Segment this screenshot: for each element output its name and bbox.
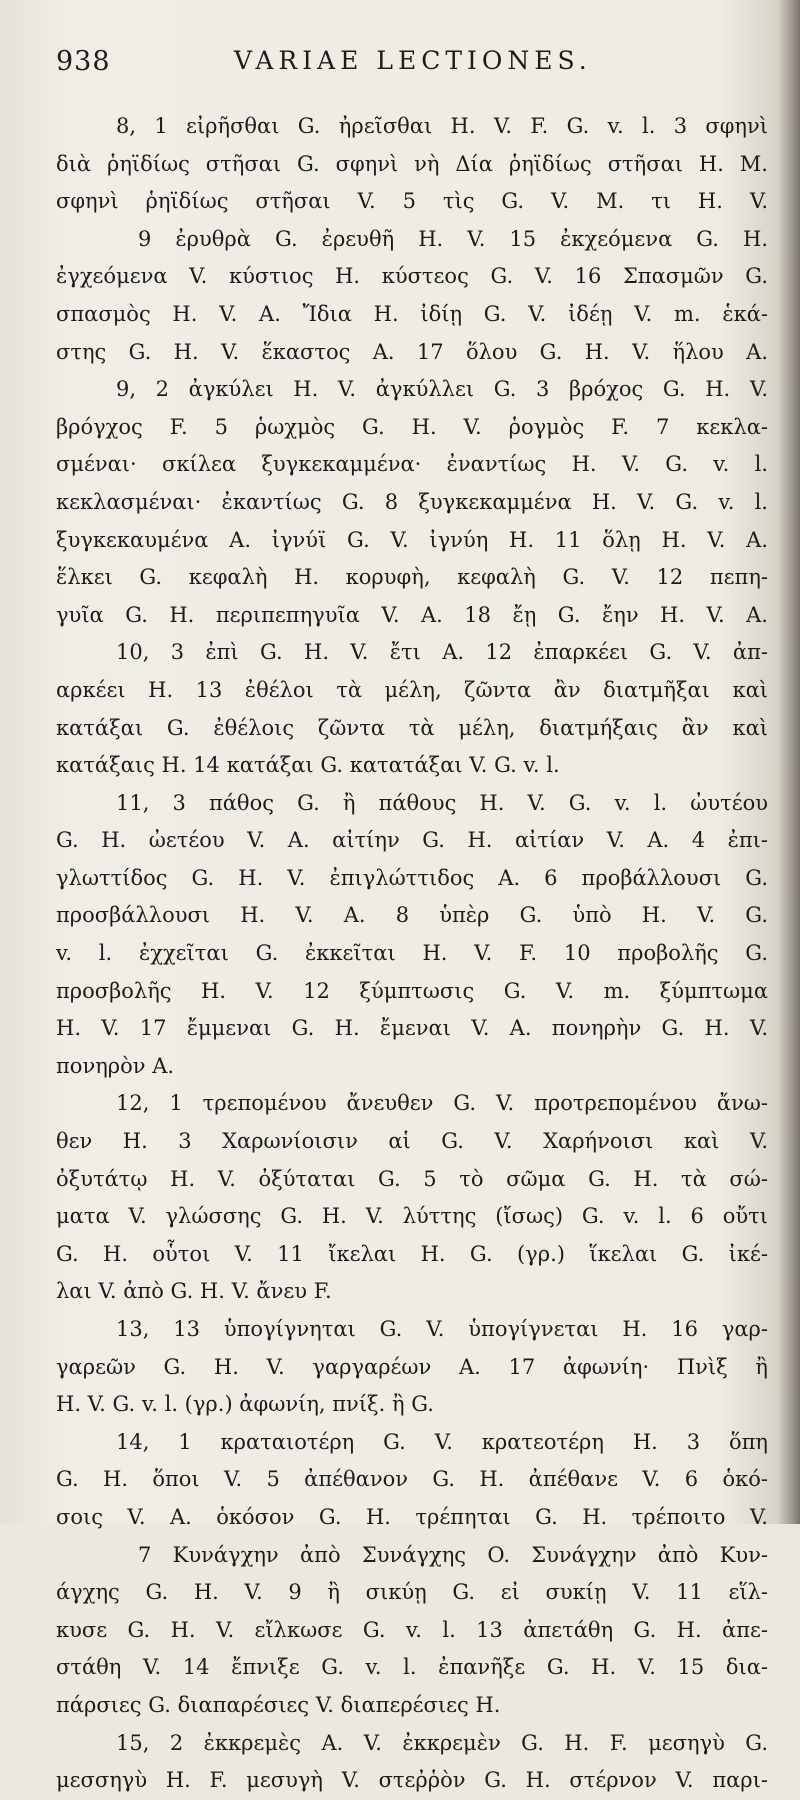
text-line: 14, 1 κραταιοτέρη G. V. κρατεοτέρη H. 3 ὅπη (116, 1429, 768, 1454)
text-line: ματα V. γλώσσης G. H. V. λύττης (ἴσως) G. v. l. 6 οὔτι (56, 1204, 768, 1229)
running-title: VARIAE LECTIONES. (234, 46, 592, 75)
text-line: ἕλκει G. κεφαλὴ H. κορυφὴ, κεφαλὴ G. V. 12 πεπη- (56, 565, 768, 590)
text-line: άγχης G. H. V. 9 ἢ σικύῃ G. εἰ συκίῃ V. 11 εἵλ- (56, 1580, 768, 1605)
text-line: διὰ ῥηϊδίως στῆσαι G. σφηνὶ νὴ Δία ῥηϊδίως στῆσαι H. M. (56, 151, 768, 176)
text-line: προσβολῆς H. V. 12 ξύμπτωσις G. V. m. ξύμπτωμα (56, 978, 768, 1003)
page-number: 938 (56, 46, 111, 77)
text-line: λαι V. ἀπὸ G. H. V. ἄνευ F. (56, 1279, 332, 1304)
page-edge-shadow (778, 0, 800, 1524)
text-line: σπασμὸς H. V. A. Ἴδια H. ἰδίῃ G. V. ἰδέῃ V. m. ἑκά- (56, 301, 768, 326)
text-line: μεσσηγὺ H. F. μεσυγὴ V. στεῤῥὸν G. H. στέρνον V. παρι- (56, 1768, 768, 1793)
page-header (56, 46, 756, 86)
text-line: 15, 2 ἐκκρεμὲς A. V. ἐκκρεμὲν G. H. F. μεσηγὺ G. (116, 1730, 768, 1755)
text-line: σοις V. A. ὁκόσον G. H. τρέπηται G. H. τρέποιτο V. (56, 1504, 768, 1529)
text-line: κεκλασμέναι· ἐκαντίως G. 8 ξυγκεκαμμένα H. V. G. v. l. (56, 489, 768, 514)
text-line: σφηνὶ ῥηϊδίως στῆσαι V. 5 τὶς G. V. M. τι H. V. (56, 189, 768, 214)
text-line: 12, 1 τρεπομένου ἄνευθεν G. V. προτρεπομένου ἄνω- (116, 1091, 768, 1116)
text-line: στης G. H. V. ἕκαστος A. 17 ὅλου G. H. V. ἥλου A. (56, 339, 768, 364)
text-line: βρόγχος F. 5 ῥωχμὸς G. H. V. ῥογμὸς F. 7 κεκλα- (56, 414, 768, 439)
text-line: G. H. ὠετέου V. A. αἰτίην G. H. αἰτίαν V. A. 4 ἐπι- (56, 828, 768, 853)
text-line: G. H. ὅποι V. 5 ἀπέθανον G. H. ἀπέθανε V. 6 ὁκό- (56, 1467, 768, 1492)
text-line: αρκέει H. 13 ἐθέλοι τὰ μέλη, ζῶντα ἂν διατμῆξαι καὶ (56, 677, 768, 702)
text-line: 13, 13 ὑπογίγνηται G. V. ὑπογίγνεται H. 16 γαρ- (116, 1317, 768, 1341)
text-line: γλωττίδος G. H. V. ἐπιγλώττιδος A. 6 προβάλλουσι G. (56, 865, 768, 890)
text-line: ξυγκεκαυμένα A. ἰγνύϊ G. V. ἰγνύη H. 11 ὅλῃ H. V. A. (56, 527, 768, 552)
text-line: θεν H. 3 Χαρωνίοισιν αἱ G. V. Χαρήνοισι καὶ V. (56, 1129, 768, 1154)
text-line: προσβάλλουσι H. V. A. 8 ὑπὲρ G. ὑπὸ H. V. G. (56, 903, 768, 928)
text-line: 10, 3 ἐπὶ G. H. V. ἔτι A. 12 ἐπαρκέει G. V. ἀπ- (116, 640, 768, 665)
text-line: σμέναι· σκίλεα ξυγκεκαμμένα· ἐναντίως H. V. G. v. l. (56, 452, 768, 477)
text-line: γυῖα G. H. περιπεπηγυῖα V. A. 18 ἔῃ G. ἔην H. V. A. (56, 602, 768, 627)
text-line: ἐγχεόμενα V. κύστιος H. κύστεος G. V. 16 Σπασμῶν G. (56, 264, 768, 289)
text-line: στάθη V. 14 ἔπνιξε G. v. l. ἐπανῆξε G. H. V. 15 δια- (56, 1655, 768, 1680)
apparatus-text (56, 108, 768, 1800)
text-line: πονηρὸν A. (56, 1053, 175, 1078)
text-line: κυσε G. H. V. εἴλκωσε G. v. l. 13 ἀπετάθη G. H. ἀπε- (56, 1617, 768, 1642)
text-line: ὀξυτάτῳ H. V. ὀξύταται G. 5 τὸ σῶμα G. H. τὰ σώ- (56, 1166, 768, 1191)
text-line: G. H. οὗτοι V. 11 ἴκελαι H. G. (γρ.) ἵκελαι G. ἰκέ- (56, 1241, 768, 1266)
text-line: κατάξαι G. ἐθέλοις ζῶντα τὰ μέλη, διατμήξαις ἂν καὶ (56, 715, 768, 740)
text-line: πάρσιες G. διαπαρέσιες V. διαπερέσιες H. (56, 1692, 501, 1717)
text-line: κατάξαις H. 14 κατάξαι G. κατατάξαι V. G. v. l. (56, 753, 560, 778)
text-line: H. V. G. v. l. (γρ.) ἀφωνίη, πνίξ. ἢ G. (56, 1392, 434, 1417)
text-line: v. l. ἐχχεῖται G. ἐκκεῖται H. V. F. 10 προβολῆς G. (56, 941, 768, 966)
text-line: 9 ἐρυθρὰ G. ἐρευθῆ H. V. 15 ἐκχεόμενα G. H. (138, 226, 768, 251)
text-line: γαρεῶν G. H. V. γαργαρέων A. 17 ἀφωνίη· Πνὶξ ἢ (56, 1354, 768, 1379)
text-line: H. V. 17 ἔμμεναι G. H. ἔμεναι V. A. πονηρὴν G. H. V. (56, 1016, 768, 1041)
text-line: 9, 2 ἀγκύλει H. V. ἀγκύλλει G. 3 βρόχος G. H. V. (116, 377, 768, 402)
text-line: 11, 3 πάθος G. ἢ πάθους H. V. G. v. l. ὠυτέου (116, 790, 768, 815)
text-line: 8, 1 εἰρῆσθαι G. ἠρεῖσθαι H. V. F. G. v. l. 3 σφηνὶ (116, 114, 768, 138)
text-line: 7 Κυνάγχην ἀπὸ Συνάγχης O. Συνάγχην ἀπὸ Κυν- (138, 1542, 768, 1567)
